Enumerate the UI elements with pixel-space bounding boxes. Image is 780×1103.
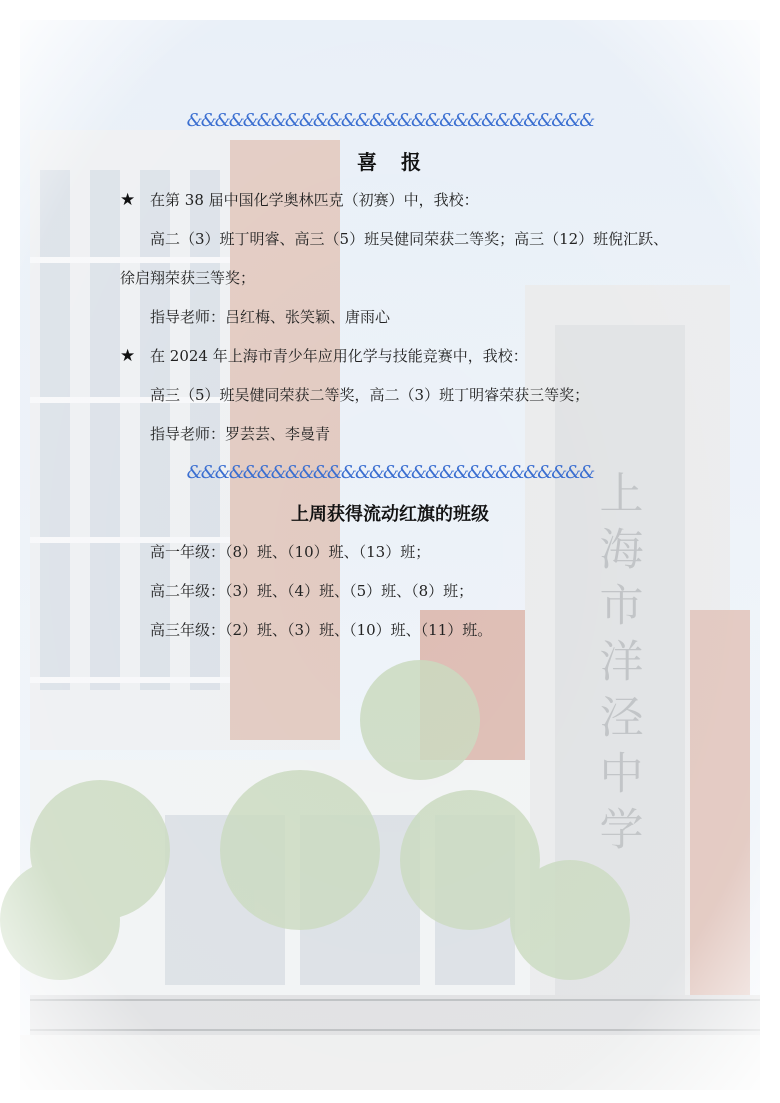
decorative-divider: &&&&&&&&&&&&&&&&&&&&&&&&&&&&& [186,110,594,131]
star-icon: ★ [120,190,136,210]
decorative-divider: &&&&&&&&&&&&&&&&&&&&&&&&&&&&& [186,462,594,483]
notice-item-1-heading: 在第 38 届中国化学奥林匹克（初赛）中，我校： [150,191,479,209]
notice-item-2-heading: 在 2024 年上海市青少年应用化学与技能竞赛中，我校： [150,347,528,365]
red-flag-grade-2: 高二年级：（3）班、（4）班、（5）班、（8）班； [150,582,474,600]
star-icon: ★ [120,346,136,366]
notice-item-1-teachers: 指导老师：吕红梅、张笑颖、唐雨心 [150,308,391,326]
notice-item-1-result-line2: 徐启翔荣获三等奖； [120,269,256,287]
notice-title: 喜 报 [357,150,423,174]
red-flag-grade-1: 高一年级：（8）班、（10）班、（13）班； [150,543,431,561]
notice-item-1-heading-row [120,190,479,210]
notice-item-1-result-line1: 高二（3）班丁明睿、高三（5）班吴健同荣获二等奖；高三（12）班倪汇跃、 [150,230,669,248]
notice-item-2-result-line1: 高三（5）班吴健同荣获二等奖，高二（3）班丁明睿荣获三等奖； [150,386,590,404]
red-flag-grade-3: 高三年级：（2）班、（3）班、（10）班、（11）班。 [150,621,493,639]
notice-item-2-heading-row [120,346,528,366]
red-flag-title: 上周获得流动红旗的班级 [291,504,489,525]
notice-item-2-teachers: 指导老师：罗芸芸、李曼青 [150,425,331,443]
